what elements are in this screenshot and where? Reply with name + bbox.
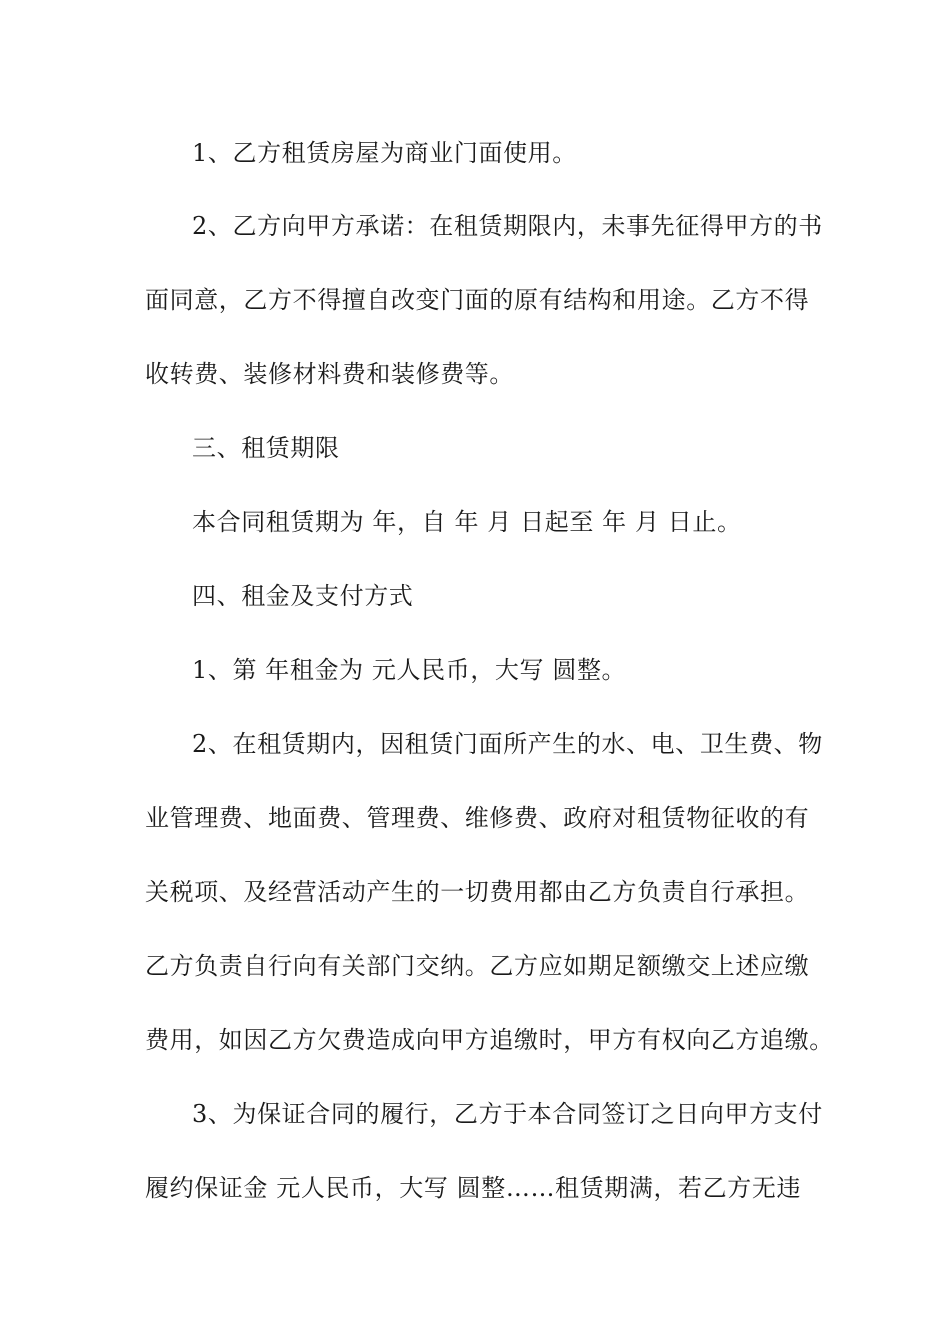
clause-1-usage: 1、乙方租赁房屋为商业门面使用。 <box>192 139 577 167</box>
clause-2-line-3: 收转费、装修材料费和装修费等。 <box>145 360 514 388</box>
rent-clause-3-line-1: 3、为保证合同的履行，乙方于本合同签订之日向甲方支付 <box>192 1100 823 1128</box>
lease-term-paragraph: 本合同租赁期为 年，自 年 月 日起至 年 月 日止。 <box>192 508 742 536</box>
clause-2-line-1: 2、乙方向甲方承诺：在租赁期限内，未事先征得甲方的书 <box>192 212 823 240</box>
rent-clause-3-line-2: 履约保证金 元人民币，大写 圆整……租赁期满，若乙方无违 <box>145 1174 802 1202</box>
section-4-heading: 四、租金及支付方式 <box>192 582 414 610</box>
rent-clause-2-line-5: 费用，如因乙方欠费造成向甲方追缴时，甲方有权向乙方追缴。 <box>145 1026 834 1054</box>
section-3-heading: 三、租赁期限 <box>192 434 340 462</box>
rent-clause-2-line-4: 乙方负责自行向有关部门交纳。乙方应如期足额缴交上述应缴 <box>145 952 810 980</box>
rent-clause-2-line-1: 2、在租赁期内，因租赁门面所产生的水、电、卫生费、物 <box>192 730 823 758</box>
rent-clause-2-line-2: 业管理费、地面费、管理费、维修费、政府对租赁物征收的有 <box>145 804 810 832</box>
rent-clause-1: 1、第 年租金为 元人民币，大写 圆整。 <box>192 656 627 684</box>
rent-clause-2-line-3: 关税项、及经营活动产生的一切费用都由乙方负责自行承担。 <box>145 878 810 906</box>
clause-2-line-2: 面同意，乙方不得擅自改变门面的原有结构和用途。乙方不得 <box>145 286 810 314</box>
